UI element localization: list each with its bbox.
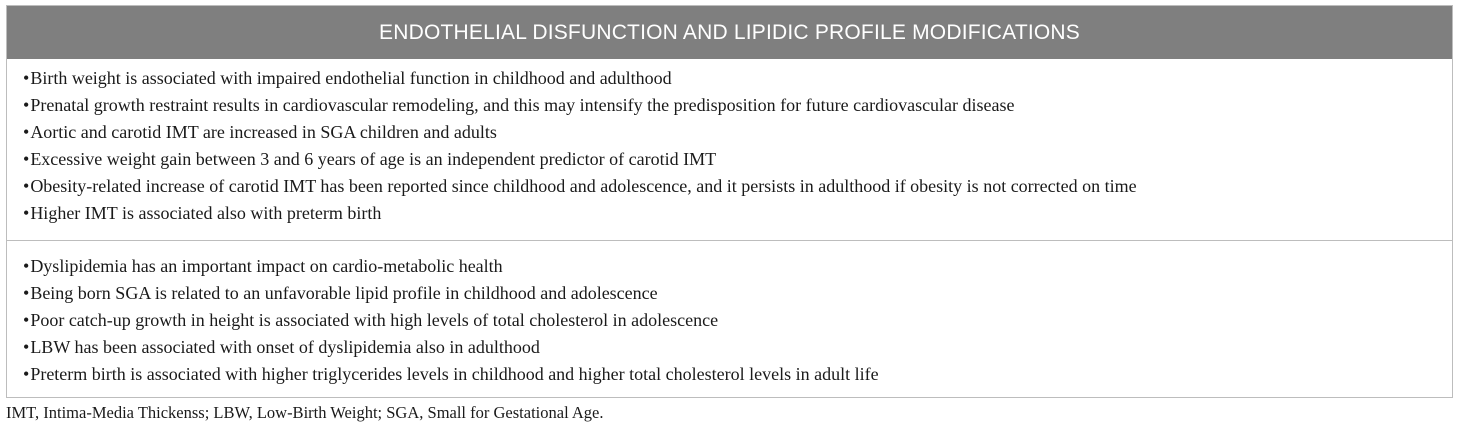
list-item [23, 146, 1452, 173]
list-item [23, 307, 1452, 334]
list-item [23, 173, 1452, 200]
list-item-text: Excessive weight gain between 3 and 6 years of age is an independent predictor of carotid IMT [30, 149, 717, 169]
list-item [23, 65, 1452, 92]
list-item-text: Being born SGA is related to an unfavorable lipid profile in childhood and adolescence [30, 283, 658, 303]
list-item-text: Preterm birth is associated with higher triglycerides levels in childhood and higher total cholesterol levels in adult life [30, 364, 879, 384]
list-item-text: Poor catch-up growth in height is associated with high levels of total cholesterol in adolescence [30, 310, 719, 330]
summary-table [6, 5, 1453, 398]
bullet-icon: • [23, 203, 30, 223]
list-item [23, 200, 1452, 227]
bullet-icon: • [23, 176, 30, 196]
bullet-icon: • [23, 122, 30, 142]
list-item [23, 253, 1452, 280]
list-item-text: Birth weight is associated with impaired endothelial function in childhood and adulthood [30, 68, 672, 88]
list-item [23, 119, 1452, 146]
list-item-text: Prenatal growth restraint results in cardiovascular remodeling, and this may intensify the predisposition for future cardiovascular disease [30, 95, 1015, 115]
list-item-text: Obesity-related increase of carotid IMT has been reported since childhood and adolescence, and it persists in adulthood if obesity is not corrected on time [30, 176, 1137, 196]
list-item-text: Dyslipidemia has an important impact on cardio-metabolic health [30, 256, 503, 276]
list-item-text: LBW has been associated with onset of dyslipidemia also in adulthood [30, 337, 540, 357]
table-section-endothelial [7, 59, 1452, 241]
bullet-icon: • [23, 283, 30, 303]
list-item-text: Higher IMT is associated also with preterm birth [30, 203, 382, 223]
list-item [23, 361, 1452, 388]
bullet-icon: • [23, 95, 30, 115]
bullet-icon: • [23, 337, 30, 357]
table-footnote: IMT, Intima-Media Thickenss; LBW, Low-Birth Weight; SGA, Small for Gestational Age. [6, 403, 604, 422]
list-item-text: Aortic and carotid IMT are increased in SGA children and adults [30, 122, 497, 142]
bullet-icon: • [23, 256, 30, 276]
bullet-icon: • [23, 364, 30, 384]
list-item [23, 334, 1452, 361]
table-header: ENDOTHELIAL DISFUNCTION AND LIPIDIC PROFILE MODIFICATIONS [7, 6, 1452, 59]
bullet-icon: • [23, 68, 30, 88]
bullet-icon: • [23, 149, 30, 169]
bullet-icon: • [23, 310, 30, 330]
list-item [23, 280, 1452, 307]
list-item [23, 92, 1452, 119]
table-section-lipidic [7, 241, 1452, 397]
